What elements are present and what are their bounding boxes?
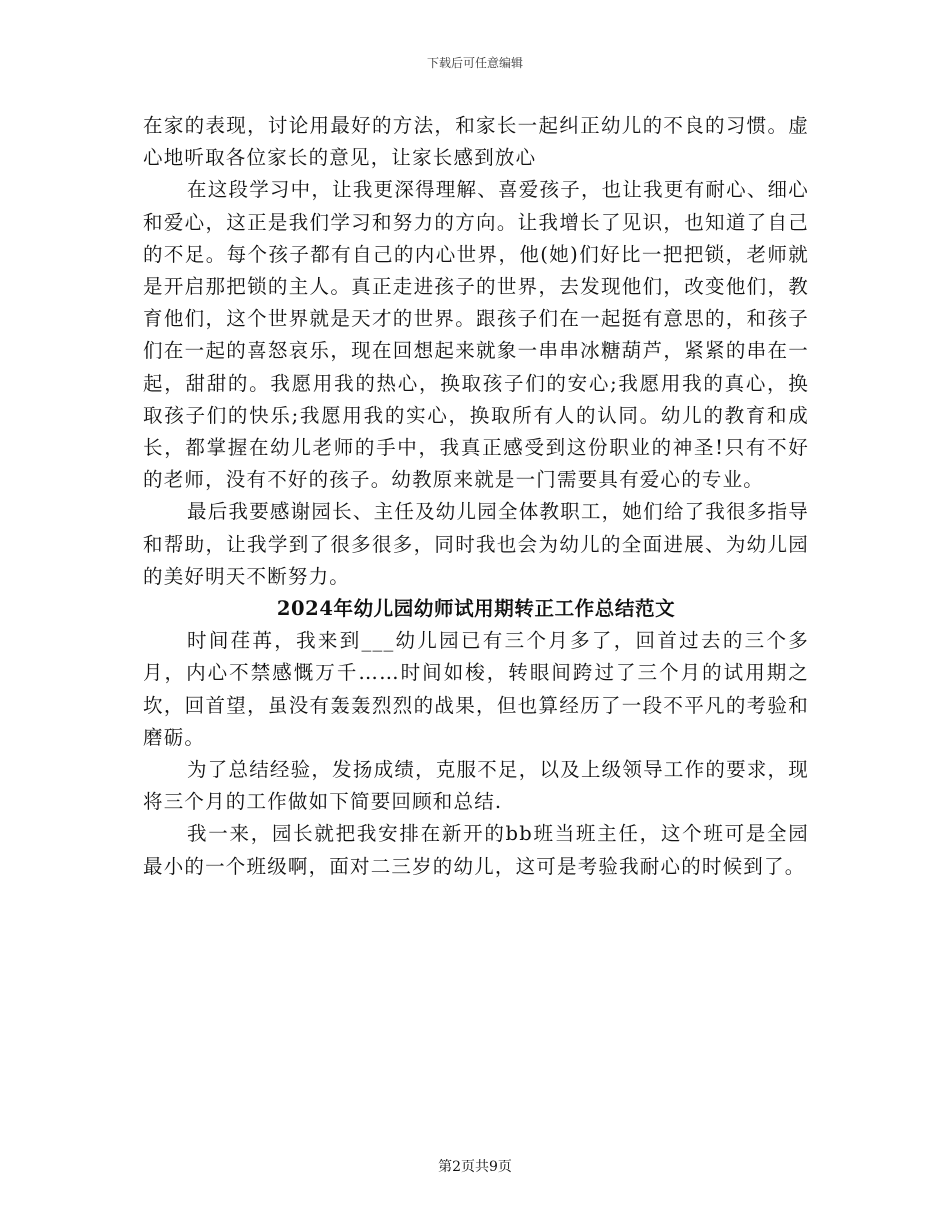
section-heading: 2024年幼儿园幼师试用期转正工作总结范文: [276, 597, 676, 621]
paragraph-2: 在这段学习中，让我更深得理解、喜爱孩子，也让我更有耐心、细心和爱心，这正是我们学习和努力的方向。让我增长了见识，也知道了自己的不足。每个孩子都有自己的内心世界，他(她)们好比一把把锁，老师就是开启那把锁的主人。真正走进孩子的世界，去发现他们，改变他们，教育他们，这个世界就是天才的世界。跟孩子们在一起挺有意思的，和孩子们在一起的喜怒哀乐，现在回想起来就象一串串冰糖葫芦，紧紧的串在一起，甜甜的。我愿用我的热心，换取孩子们的安心;我愿用我的真心，换取孩子们的快乐;我愿用我的实心，换取所有人的认同。幼儿的教育和成长，都掌握在幼儿老师的手中，我真正感受到这份职业的神圣!只有不好的老师，没有不好的孩子。幼教原来就是一门需要具有爱心的专业。: [143, 178, 809, 492]
paragraph-5: 为了总结经验，发扬成绩，克服不足，以及上级领导工作的要求，现将三个月的工作做如下简要回顾和总结.: [143, 758, 809, 814]
paragraph-1: 在家的表现，讨论用最好的方法，和家长一起纠正幼儿的不良的习惯。虚心地听取各位家长的意见，让家长感到放心: [143, 114, 809, 170]
page-header: 下载后可任意编辑: [426, 56, 523, 70]
page-footer: 第2页共9页: [438, 1159, 512, 1175]
paragraph-4: 时间荏苒，我来到___幼儿园已有三个月多了，回首过去的三个多月，内心不禁感慨万千……时间如梭，转眼间跨过了三个月的试用期之坎，回首望，虽没有轰轰烈烈的战果，但也算经历了一段不平凡的考验和磨砺。: [143, 629, 809, 749]
paragraph-6: 我一来，园长就把我安排在新开的bb班当班主任，这个班可是全园最小的一个班级啊，面对二三岁的幼儿，这可是考验我耐心的时候到了。: [143, 822, 809, 878]
paragraph-3: 最后我要感谢园长、主任及幼儿园全体教职工，她们给了我很多指导和帮助，让我学到了很多很多，同时我也会为幼儿的全面进展、为幼儿园的美好明天不断努力。: [143, 500, 809, 588]
document-body: [143, 110, 809, 883]
